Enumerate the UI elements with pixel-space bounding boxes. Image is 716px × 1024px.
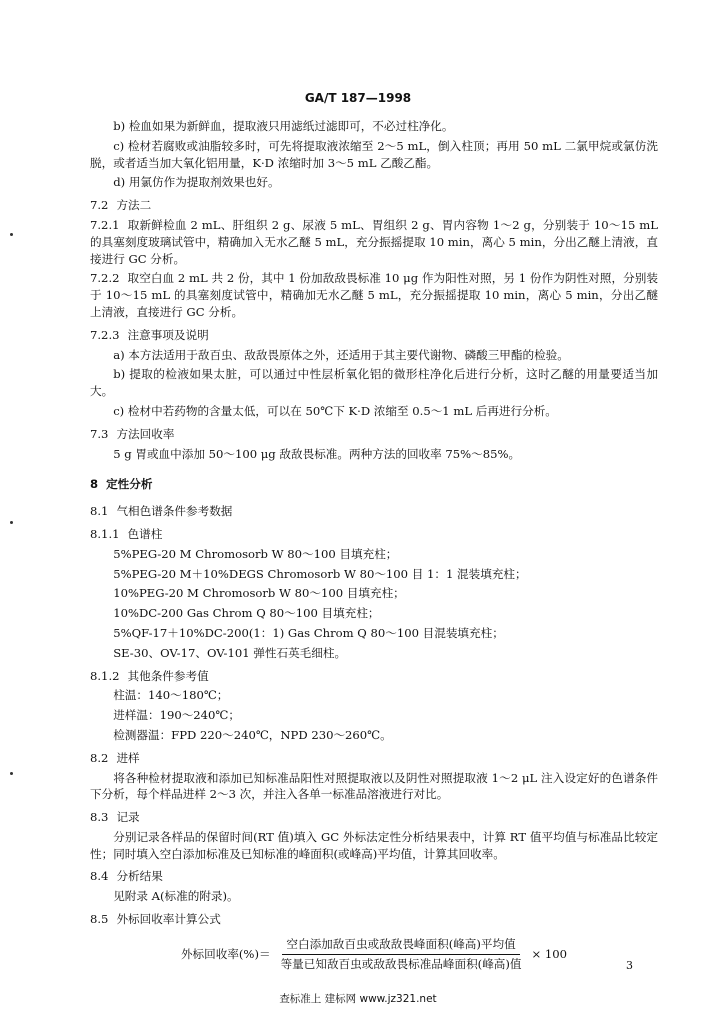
section-7-2-heading bbox=[90, 197, 658, 214]
section-8-1-heading bbox=[90, 503, 658, 520]
condition-column-temp: 柱温：140～180℃； bbox=[113, 688, 229, 703]
item-b-fresh-blood: b) 检血如果为新鲜血，提取液只用滤纸过滤即可，不必过柱净化。 bbox=[113, 119, 454, 133]
section-number: 7.2 bbox=[90, 198, 109, 213]
recovery-formula bbox=[90, 936, 658, 973]
section-number: 8.1.2 bbox=[90, 668, 120, 683]
header-standard-code: GA/T 187—1998 bbox=[304, 91, 412, 105]
section-title: 进样 bbox=[116, 750, 140, 765]
scan-mark bbox=[10, 233, 13, 236]
section-8-5-heading bbox=[90, 911, 658, 928]
section-title: 分析结果 bbox=[116, 869, 163, 884]
paragraph-text: 取空白血 2 mL 共 2 份，其中 1 份加敌敌畏标准 10 μg 作为阳性对照，另 1 份作为阴性对照，分别装于 10～15 mL 的具塞刻度试管中，精确加无水乙醚 5 mL，充分振摇提取 10 min，离心 5 min，分出乙醚上清液，直接进行 GC 分析。 bbox=[90, 271, 658, 319]
scan-mark bbox=[10, 521, 13, 524]
section-7-2-2-paragraph bbox=[90, 270, 658, 320]
note-a: a) 本方法适用于敌百虫、敌敌畏原体之外，还适用于其主要代谢物、磷酸三甲酯的检验。 bbox=[113, 347, 569, 362]
item-d-chloroform: d) 用氯仿作为提取剂效果也好。 bbox=[113, 175, 280, 190]
formula-fraction bbox=[277, 936, 526, 973]
formula-tail: × 100 bbox=[531, 946, 568, 961]
section-number: 8.5 bbox=[90, 912, 109, 927]
injection-text: 将各种检材提取液和添加已知标准品阳性对照提取液以及阴性对照提取液 1～2 μL 注入设定好的色谱条件下分析，每个样品进样 2～3 次，并注入各单一标准品溶液进行对比。 bbox=[90, 770, 658, 802]
section-number: 7.3 bbox=[90, 426, 109, 441]
section-number: 7.2.1 bbox=[90, 217, 120, 232]
section-8-4-heading bbox=[90, 868, 658, 885]
column-item: 10%PEG-20 M Chromosorb W 80～100 目填充柱； bbox=[113, 586, 405, 601]
column-item: SE-30、OV-17、OV-101 弹性石英毛细柱。 bbox=[113, 645, 347, 660]
scan-mark bbox=[10, 772, 13, 775]
section-title: 方法二 bbox=[116, 198, 152, 213]
recovery-rate-text: 5 g 胃或血中添加 50～100 μg 敌敌畏标准。两种方法的回收率 75%～85%。 bbox=[113, 446, 521, 461]
column-item: 5%QF-17＋10%DC-200(1：1) Gas Chrom Q 80～100 目混装填充柱； bbox=[113, 625, 504, 640]
page-number: 3 bbox=[626, 959, 633, 972]
item-c-corrupted-material: c) 检材若腐败或油脂较多时，可先将提取液浓缩至 2～5 mL，倒入柱顶；再用 50 mL 二氯甲烷或氯仿洗脱，或者适当加大氧化铝用量，K·D 浓缩时加 3～5 mL 乙酸乙酯。 bbox=[90, 138, 658, 170]
condition-injector-temp: 进样温：190～240℃； bbox=[113, 708, 240, 723]
note-b: b) 提取的检液如果太脏，可以通过中性层析氧化铝的微形柱净化后进行分析，这时乙醚的用量要适当加大。 bbox=[90, 367, 658, 399]
record-text: 分别记录各样品的保留时间(RT 值)填入 GC 外标法定性分析结果表中，计算 RT 值平均值与标准品比较定性；同时填入空白添加标准及已知标准的峰面积(或峰高)平均值，计算其回收率。 bbox=[90, 829, 658, 861]
document-body bbox=[90, 118, 658, 972]
column-item: 5%PEG-20 M＋10%DEGS Chromosorb W 80～100 目 1：1 混装填充柱； bbox=[113, 566, 527, 581]
formula-lhs: 外标回收率(%)＝ bbox=[180, 946, 271, 961]
section-title: 外标回收率计算公式 bbox=[116, 912, 221, 927]
section-8-1-1-heading bbox=[90, 526, 658, 543]
section-title: 定性分析 bbox=[106, 477, 153, 492]
column-item: 10%DC-200 Gas Chrom Q 80～100 目填充柱； bbox=[113, 606, 380, 621]
section-7-2-3-heading bbox=[90, 327, 658, 344]
section-number: 8 bbox=[90, 477, 99, 492]
formula-denominator: 等量已知敌百虫或敌敌畏标准品峰面积(峰高)值 bbox=[280, 956, 522, 971]
paragraph-text: 取新鲜检血 2 mL、肝组织 2 g、尿液 5 mL、胃组织 2 g、胃内容物 1～2 g，分别装于 10～15 mL 的具塞刻度玻璃试管中，精确加入无水乙醚 5 mL，充分振摇提取 10 min，离心 5 min，分出乙醚上清液，直接进行 GC 分析。 bbox=[90, 217, 658, 266]
section-number: 8.3 bbox=[90, 810, 109, 825]
column-item: 5%PEG-20 M Chromosorb W 80～100 目填充柱； bbox=[113, 546, 398, 561]
section-number: 7.2.3 bbox=[90, 327, 120, 342]
section-title: 气相色谱条件参考数据 bbox=[116, 504, 233, 519]
note-c: c) 检材中若药物的含量太低，可以在 50℃下 K·D 浓缩至 0.5～1 mL 后再进行分析。 bbox=[113, 403, 557, 418]
section-title: 记录 bbox=[116, 810, 140, 825]
section-number: 8.1.1 bbox=[90, 526, 120, 541]
section-title: 方法回收率 bbox=[116, 426, 175, 441]
section-7-3-heading bbox=[90, 426, 658, 443]
condition-detector-temp: 检测器温：FPD 220～240℃，NPD 230～260℃。 bbox=[113, 727, 392, 742]
section-8-1-2-heading bbox=[90, 668, 658, 685]
section-8-3-heading bbox=[90, 809, 658, 826]
section-title: 注意事项及说明 bbox=[127, 327, 209, 342]
section-8-2-heading bbox=[90, 750, 658, 767]
section-number: 8.2 bbox=[90, 750, 109, 765]
section-number: 7.2.2 bbox=[90, 271, 120, 286]
section-number: 8.4 bbox=[90, 869, 109, 884]
section-7-2-1-paragraph bbox=[90, 217, 658, 267]
section-title: 色谱柱 bbox=[127, 526, 163, 541]
section-8-heading bbox=[90, 476, 658, 493]
footer-watermark: 查标准上 建标网 www.jz321.net bbox=[279, 993, 437, 1005]
result-text: 见附录 A(标准的附录)。 bbox=[113, 889, 239, 904]
section-title: 其他条件参考值 bbox=[127, 668, 209, 683]
section-number: 8.1 bbox=[90, 504, 109, 519]
formula-numerator: 空白添加敌百虫或敌敌畏峰面积(峰高)平均值 bbox=[282, 936, 519, 955]
